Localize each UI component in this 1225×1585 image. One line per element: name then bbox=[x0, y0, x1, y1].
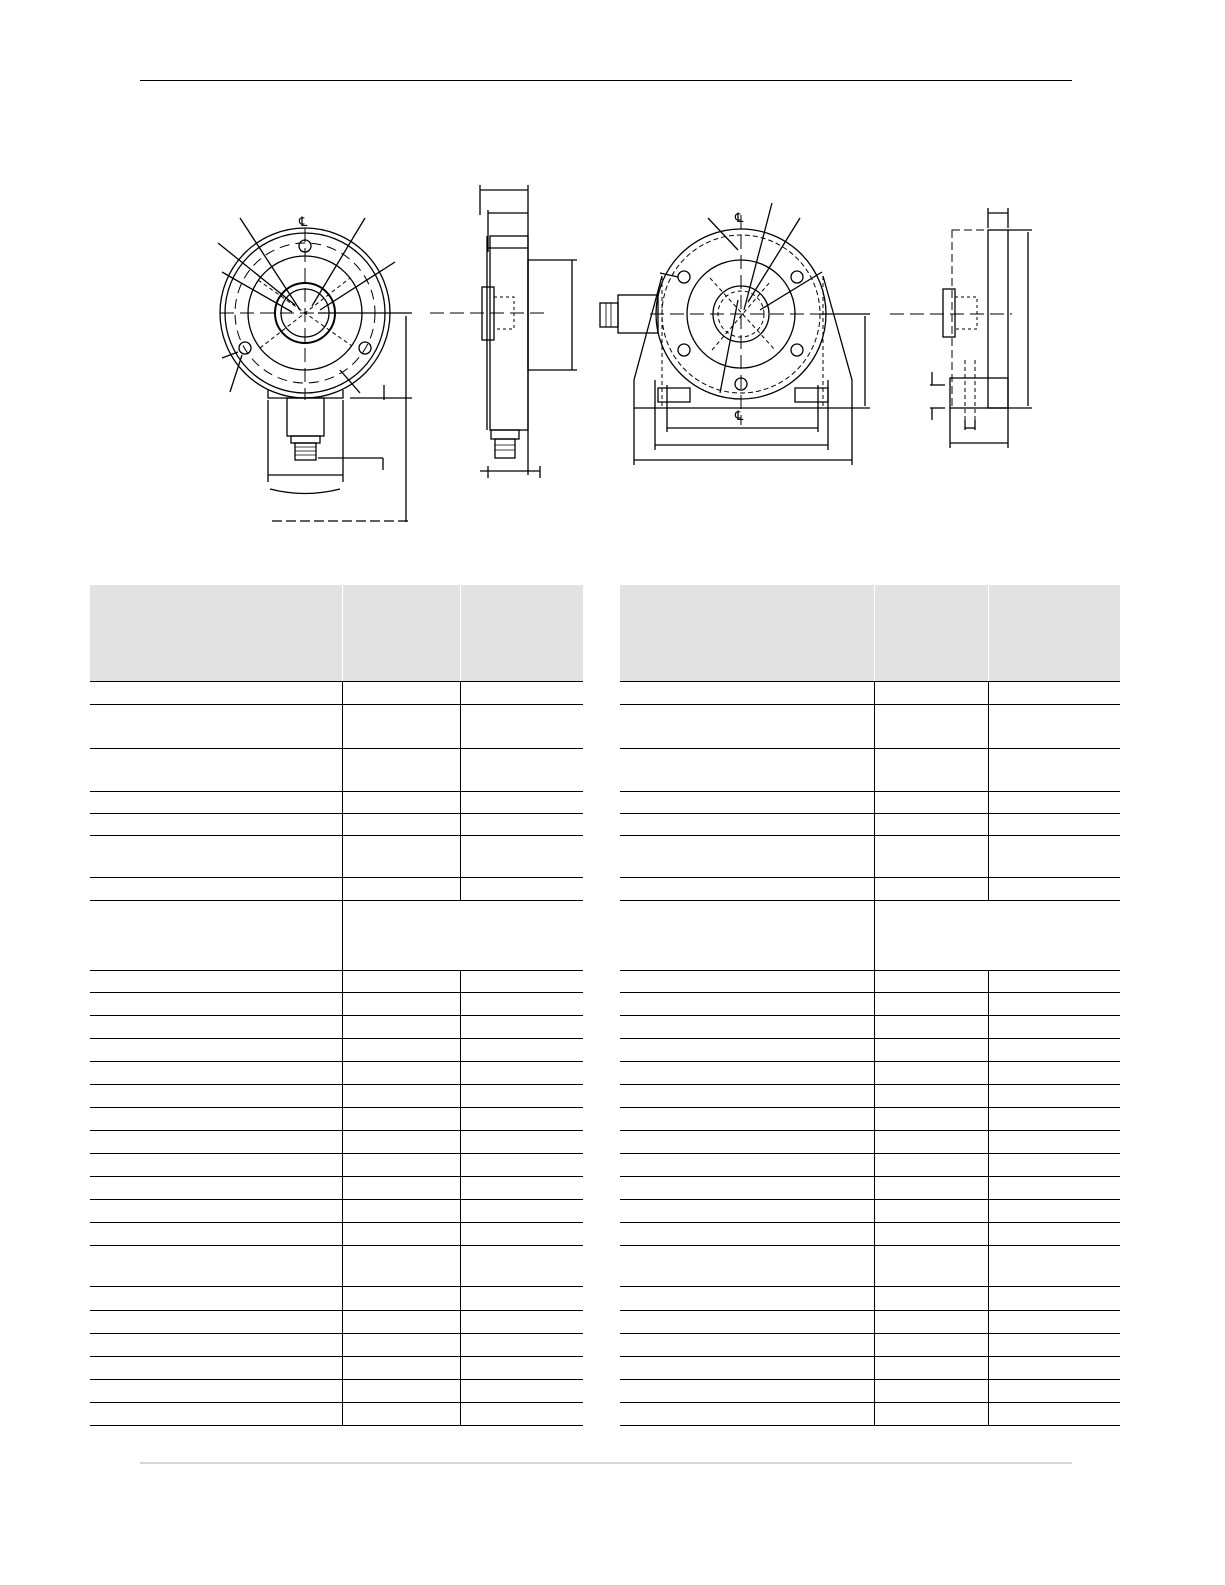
table-cell bbox=[460, 1153, 583, 1176]
table-cell bbox=[90, 1130, 342, 1153]
table-cell bbox=[90, 1015, 342, 1038]
table-cell bbox=[342, 704, 460, 748]
table-cell bbox=[90, 1199, 342, 1222]
table-cell bbox=[988, 835, 1120, 877]
table-cell bbox=[460, 1356, 583, 1379]
table-cell bbox=[342, 877, 460, 900]
table-cell bbox=[342, 900, 583, 970]
table-cell bbox=[342, 1153, 460, 1176]
table-cell bbox=[620, 1379, 874, 1402]
table-cell bbox=[460, 813, 583, 835]
table-cell bbox=[874, 1245, 988, 1286]
table-cell bbox=[620, 748, 874, 791]
table-row bbox=[90, 1084, 583, 1107]
table-cell bbox=[342, 813, 460, 835]
front-view-round bbox=[218, 218, 412, 522]
table-row bbox=[90, 1199, 583, 1222]
table-row bbox=[90, 791, 583, 813]
table-cell bbox=[460, 1333, 583, 1356]
table-cell bbox=[874, 1107, 988, 1130]
table-cell bbox=[342, 1402, 460, 1425]
table-cell bbox=[342, 1310, 460, 1333]
spec-table-left bbox=[90, 585, 583, 1426]
table-cell bbox=[90, 813, 342, 835]
centerline-label: ℄ bbox=[299, 214, 308, 229]
table-cell bbox=[874, 1310, 988, 1333]
table-cell bbox=[620, 1130, 874, 1153]
table-cell bbox=[90, 1310, 342, 1333]
table-cell bbox=[90, 835, 342, 877]
table-cell bbox=[620, 835, 874, 877]
table-cell bbox=[460, 992, 583, 1015]
table-cell bbox=[90, 1333, 342, 1356]
table-row bbox=[90, 877, 583, 900]
table-cell bbox=[460, 1015, 583, 1038]
table-cell bbox=[988, 1153, 1120, 1176]
table-cell bbox=[620, 1038, 874, 1061]
table-row bbox=[620, 1153, 1120, 1176]
table-row bbox=[90, 704, 583, 748]
table-cell bbox=[988, 1379, 1120, 1402]
header-cell bbox=[874, 585, 988, 681]
table-row bbox=[620, 970, 1120, 992]
table-cell bbox=[620, 970, 874, 992]
table-cell bbox=[460, 791, 583, 813]
table-row bbox=[620, 1176, 1120, 1199]
table-cell bbox=[342, 1356, 460, 1379]
table-cell bbox=[988, 992, 1120, 1015]
table-cell bbox=[988, 1107, 1120, 1130]
table-row bbox=[90, 900, 583, 970]
table-cell bbox=[90, 1038, 342, 1061]
header-cell bbox=[620, 585, 874, 681]
table-cell bbox=[874, 970, 988, 992]
table-cell bbox=[874, 835, 988, 877]
table-row bbox=[620, 1356, 1120, 1379]
table-cell bbox=[460, 1061, 583, 1084]
table-cell bbox=[620, 1222, 874, 1245]
table-cell bbox=[460, 1222, 583, 1245]
table-cell bbox=[460, 1402, 583, 1425]
table-cell bbox=[874, 992, 988, 1015]
table-cell bbox=[988, 1402, 1120, 1425]
table-cell bbox=[874, 1130, 988, 1153]
table-cell bbox=[988, 1084, 1120, 1107]
table-cell bbox=[342, 1333, 460, 1356]
table-cell bbox=[874, 704, 988, 748]
table-cell bbox=[620, 1199, 874, 1222]
table-cell bbox=[874, 1015, 988, 1038]
table-cell bbox=[342, 1176, 460, 1199]
header-cell bbox=[988, 585, 1120, 681]
table-cell bbox=[620, 1084, 874, 1107]
table-cell bbox=[342, 835, 460, 877]
footer-rule bbox=[140, 1462, 1072, 1464]
table-row bbox=[620, 1310, 1120, 1333]
table-cell bbox=[988, 791, 1120, 813]
table-cell bbox=[460, 1176, 583, 1199]
table-cell bbox=[988, 813, 1120, 835]
table-cell bbox=[988, 1333, 1120, 1356]
table-cell bbox=[874, 1333, 988, 1356]
table-cell bbox=[988, 1038, 1120, 1061]
table-row bbox=[90, 835, 583, 877]
table-row bbox=[90, 1153, 583, 1176]
table-row bbox=[620, 1107, 1120, 1130]
table-cell bbox=[90, 1356, 342, 1379]
table-cell bbox=[874, 1084, 988, 1107]
table-cell bbox=[90, 877, 342, 900]
table-cell bbox=[342, 1245, 460, 1286]
table-cell bbox=[620, 900, 874, 970]
table-cell bbox=[874, 1038, 988, 1061]
table-row bbox=[90, 1015, 583, 1038]
table-cell bbox=[620, 1286, 874, 1310]
table-cell bbox=[874, 1222, 988, 1245]
table-cell bbox=[874, 813, 988, 835]
table-row bbox=[620, 1402, 1120, 1425]
table-cell bbox=[620, 1356, 874, 1379]
table-cell bbox=[874, 791, 988, 813]
table-cell bbox=[460, 1310, 583, 1333]
table-row bbox=[620, 1038, 1120, 1061]
table-cell bbox=[460, 1245, 583, 1286]
table-row bbox=[620, 877, 1120, 900]
table-cell bbox=[460, 1107, 583, 1130]
table-cell bbox=[342, 1107, 460, 1130]
table-cell bbox=[90, 1107, 342, 1130]
table-cell bbox=[460, 1130, 583, 1153]
table-cell bbox=[460, 1379, 583, 1402]
table-cell bbox=[620, 1402, 874, 1425]
table-cell bbox=[460, 1286, 583, 1310]
table-cell bbox=[342, 1286, 460, 1310]
table-cell bbox=[988, 970, 1120, 992]
table-row bbox=[620, 992, 1120, 1015]
table-cell bbox=[620, 1015, 874, 1038]
table-row bbox=[620, 1379, 1120, 1402]
table-row bbox=[90, 1333, 583, 1356]
table-cell bbox=[90, 681, 342, 704]
table-cell bbox=[620, 704, 874, 748]
table-cell bbox=[460, 1199, 583, 1222]
table-cell bbox=[342, 1061, 460, 1084]
table-cell bbox=[342, 681, 460, 704]
table-row bbox=[620, 1245, 1120, 1286]
table-row bbox=[90, 1130, 583, 1153]
table-cell bbox=[620, 1107, 874, 1130]
table-row bbox=[90, 1061, 583, 1084]
table-cell bbox=[90, 1222, 342, 1245]
table-cell bbox=[90, 1061, 342, 1084]
table-cell bbox=[874, 877, 988, 900]
table-cell bbox=[988, 1310, 1120, 1333]
table-cell bbox=[988, 748, 1120, 791]
table-cell bbox=[988, 704, 1120, 748]
header-cell bbox=[460, 585, 583, 681]
table-cell bbox=[620, 1310, 874, 1333]
table-cell bbox=[342, 1379, 460, 1402]
table-cell bbox=[988, 1222, 1120, 1245]
table-cell bbox=[620, 1153, 874, 1176]
table-cell bbox=[342, 1199, 460, 1222]
table-row bbox=[620, 1130, 1120, 1153]
table-cell bbox=[620, 1245, 874, 1286]
table-row bbox=[90, 1107, 583, 1130]
table-cell bbox=[90, 791, 342, 813]
table-cell bbox=[874, 748, 988, 791]
table-cell bbox=[90, 1153, 342, 1176]
table-cell bbox=[90, 1402, 342, 1425]
table-row bbox=[620, 1084, 1120, 1107]
spec-table-right bbox=[620, 585, 1120, 1426]
table-cell bbox=[90, 1245, 342, 1286]
table-cell bbox=[620, 681, 874, 704]
table-row bbox=[620, 748, 1120, 791]
table-row bbox=[90, 813, 583, 835]
table-cell bbox=[988, 1245, 1120, 1286]
table-cell bbox=[342, 1038, 460, 1061]
table-cell bbox=[460, 970, 583, 992]
table-cell bbox=[460, 1084, 583, 1107]
table-cell bbox=[90, 970, 342, 992]
table-cell bbox=[460, 1038, 583, 1061]
table-row bbox=[90, 970, 583, 992]
table-cell bbox=[874, 1199, 988, 1222]
table-cell bbox=[90, 704, 342, 748]
table-cell bbox=[460, 877, 583, 900]
table-row bbox=[90, 1245, 583, 1286]
table-row bbox=[620, 900, 1120, 970]
table-row bbox=[90, 1176, 583, 1199]
table-row bbox=[90, 1379, 583, 1402]
table-cell bbox=[874, 1356, 988, 1379]
table-row bbox=[620, 791, 1120, 813]
table-row bbox=[620, 1015, 1120, 1038]
table-row bbox=[90, 1356, 583, 1379]
table-row bbox=[90, 681, 583, 704]
table-cell bbox=[988, 1061, 1120, 1084]
table-cell bbox=[874, 1153, 988, 1176]
table-cell bbox=[620, 1176, 874, 1199]
table-cell bbox=[620, 791, 874, 813]
table-cell bbox=[874, 900, 1120, 970]
table-row bbox=[620, 1199, 1120, 1222]
table-cell bbox=[620, 877, 874, 900]
table-row bbox=[620, 835, 1120, 877]
table-cell bbox=[620, 1061, 874, 1084]
table-cell bbox=[620, 813, 874, 835]
table-cell bbox=[988, 1356, 1120, 1379]
table-cell bbox=[342, 1130, 460, 1153]
table-cell bbox=[988, 1130, 1120, 1153]
table-cell bbox=[460, 835, 583, 877]
table-cell bbox=[874, 1061, 988, 1084]
table-header-row bbox=[620, 585, 1120, 681]
table-row bbox=[90, 1222, 583, 1245]
table-row bbox=[620, 1061, 1120, 1084]
table-cell bbox=[90, 1379, 342, 1402]
centerline-label: ℄ bbox=[735, 408, 744, 423]
centerline-label: ℄ bbox=[735, 210, 744, 225]
front-view-mount bbox=[600, 203, 870, 465]
side-view-mount bbox=[890, 208, 1032, 448]
table-cell bbox=[620, 992, 874, 1015]
table-cell bbox=[874, 1286, 988, 1310]
table-cell bbox=[90, 1084, 342, 1107]
table-row bbox=[620, 1222, 1120, 1245]
side-view-round bbox=[430, 185, 577, 478]
table-cell bbox=[620, 1333, 874, 1356]
table-cell bbox=[460, 704, 583, 748]
table-cell bbox=[342, 1084, 460, 1107]
table-cell bbox=[342, 748, 460, 791]
table-row bbox=[90, 1038, 583, 1061]
table-row bbox=[620, 681, 1120, 704]
table-row bbox=[620, 813, 1120, 835]
table-cell bbox=[988, 1176, 1120, 1199]
table-cell bbox=[874, 1402, 988, 1425]
table-header-row bbox=[90, 585, 583, 681]
table-row bbox=[620, 1333, 1120, 1356]
table-cell bbox=[90, 748, 342, 791]
table-cell bbox=[90, 992, 342, 1015]
table-cell bbox=[342, 791, 460, 813]
table-cell bbox=[90, 1286, 342, 1310]
table-cell bbox=[342, 1222, 460, 1245]
table-cell bbox=[988, 1286, 1120, 1310]
table-cell bbox=[342, 1015, 460, 1038]
header-cell bbox=[90, 585, 342, 681]
table-row bbox=[620, 704, 1120, 748]
table-cell bbox=[988, 877, 1120, 900]
table-row bbox=[90, 748, 583, 791]
table-cell bbox=[874, 1176, 988, 1199]
table-row bbox=[90, 1402, 583, 1425]
header-cell bbox=[342, 585, 460, 681]
table-cell bbox=[90, 1176, 342, 1199]
table-cell bbox=[342, 992, 460, 1015]
table-row bbox=[620, 1286, 1120, 1310]
table-row bbox=[90, 1310, 583, 1333]
table-row bbox=[90, 1286, 583, 1310]
table-cell bbox=[342, 970, 460, 992]
table-cell bbox=[460, 681, 583, 704]
table-cell bbox=[460, 748, 583, 791]
table-cell bbox=[988, 1199, 1120, 1222]
table-cell bbox=[988, 1015, 1120, 1038]
table-cell bbox=[874, 681, 988, 704]
table-cell bbox=[874, 1379, 988, 1402]
technical-drawing bbox=[0, 0, 1225, 560]
table-row bbox=[90, 992, 583, 1015]
table-cell bbox=[90, 900, 342, 970]
table-cell bbox=[988, 681, 1120, 704]
